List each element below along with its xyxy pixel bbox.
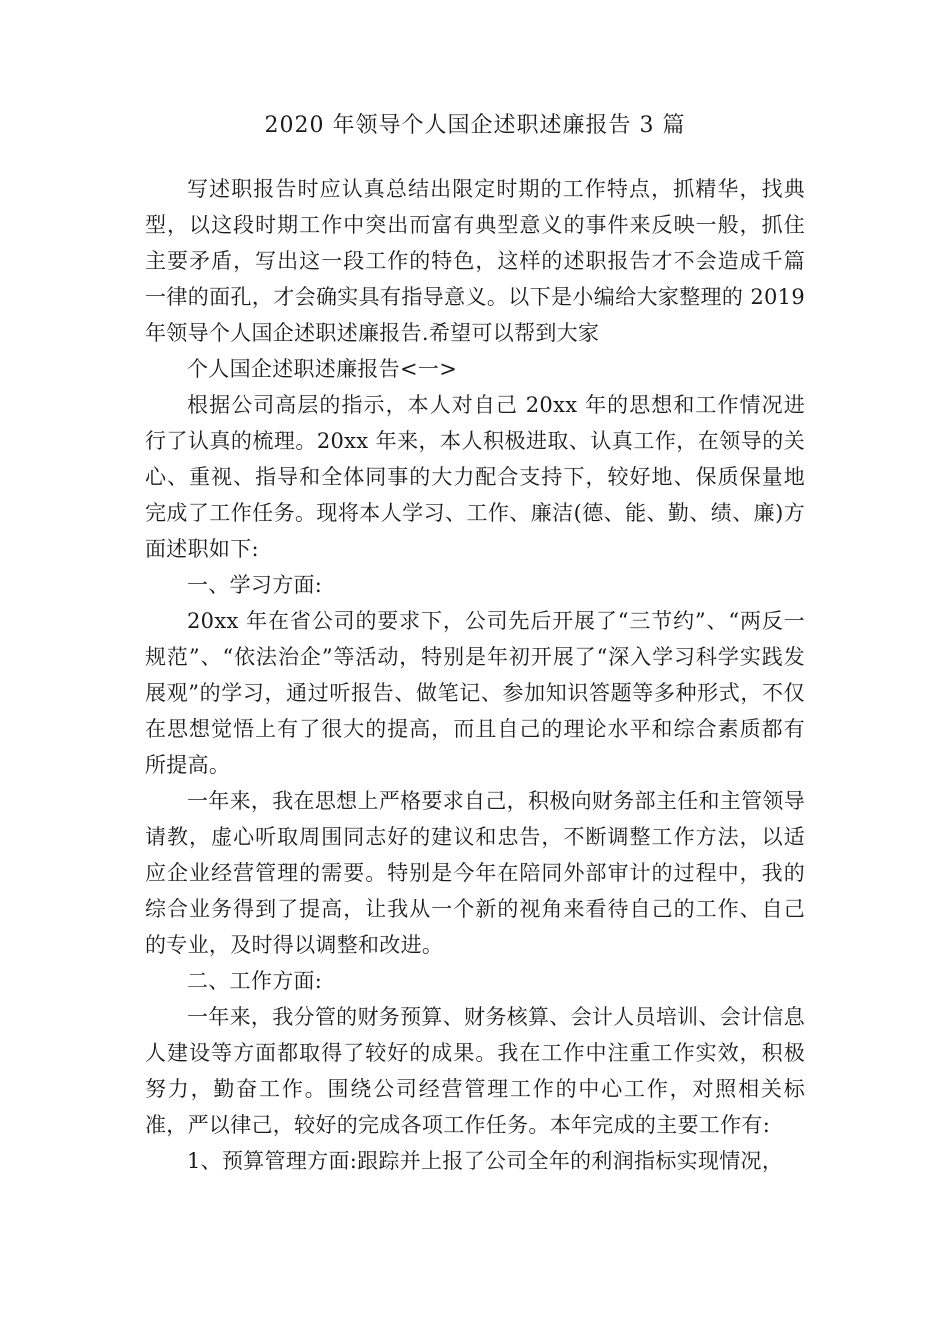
section-heading-report-one: 个人国企述职述廉报告<一> — [187, 357, 458, 381]
section-heading-work: 二、工作方面: — [187, 969, 323, 993]
paragraph-intro: 写述职报告时应认真总结出限定时期的工作特点，抓精华，找典型，以这段时期工作中突出而富有典型意义的事件来反映一般，抓住主要矛盾，写出这一段工作的特色，这样的述职报告才不会造成千篇一律的面孔，才会确实具有指导意义。以下是小编给大家整理的 2019 年领导个人国企述职述廉报告.希望可以帮到大家 — [145, 177, 805, 345]
paragraph: 1、预算管理方面:跟踪并上报了公司全年的利润指标实现情况， — [187, 1149, 784, 1173]
document-title: 2020 年领导个人国企述职述廉报告 3 篇 — [264, 113, 686, 138]
document-body — [145, 171, 805, 1179]
paragraph: 根据公司高层的指示，本人对自己 20xx 年的思想和工作情况进行了认真的梳理。20xx 年来，本人积极进取、认真工作，在领导的关心、重视、指导和全体同事的大力配合支持下，较好地、保质保量地完成了工作任务。现将本人学习、工作、廉洁(德、能、勤、绩、廉)方面述职如下: — [145, 393, 805, 561]
paragraph: 一年来，我在思想上严格要求自己，积极向财务部主任和主管领导请教，虚心听取周围同志好的建议和忠告，不断调整工作方法，以适应企业经营管理的需要。特别是今年在陪同外部审计的过程中，我的综合业务得到了提高，让我从一个新的视角来看待自己的工作、自己的专业，及时得以调整和改进。 — [145, 789, 805, 957]
section-heading-study: 一、学习方面: — [187, 573, 323, 597]
paragraph: 20xx 年在省公司的要求下，公司先后开展了“三节约”、“两反一规范”、“依法治企”等活动，特别是年初开展了“深入学习科学实践发展观”的学习，通过听报告、做笔记、参加知识答题等多种形式，不仅在思想觉悟上有了很大的提高，而且自己的理论水平和综合素质都有所提高。 — [145, 609, 805, 777]
paragraph: 一年来，我分管的财务预算、财务核算、会计人员培训、会计信息人建设等方面都取得了较好的成果。我在工作中注重工作实效，积极努力，勤奋工作。围绕公司经营管理工作的中心工作，对照相关标准，严以律己，较好的完成各项工作任务。本年完成的主要工作有: — [145, 1005, 805, 1137]
